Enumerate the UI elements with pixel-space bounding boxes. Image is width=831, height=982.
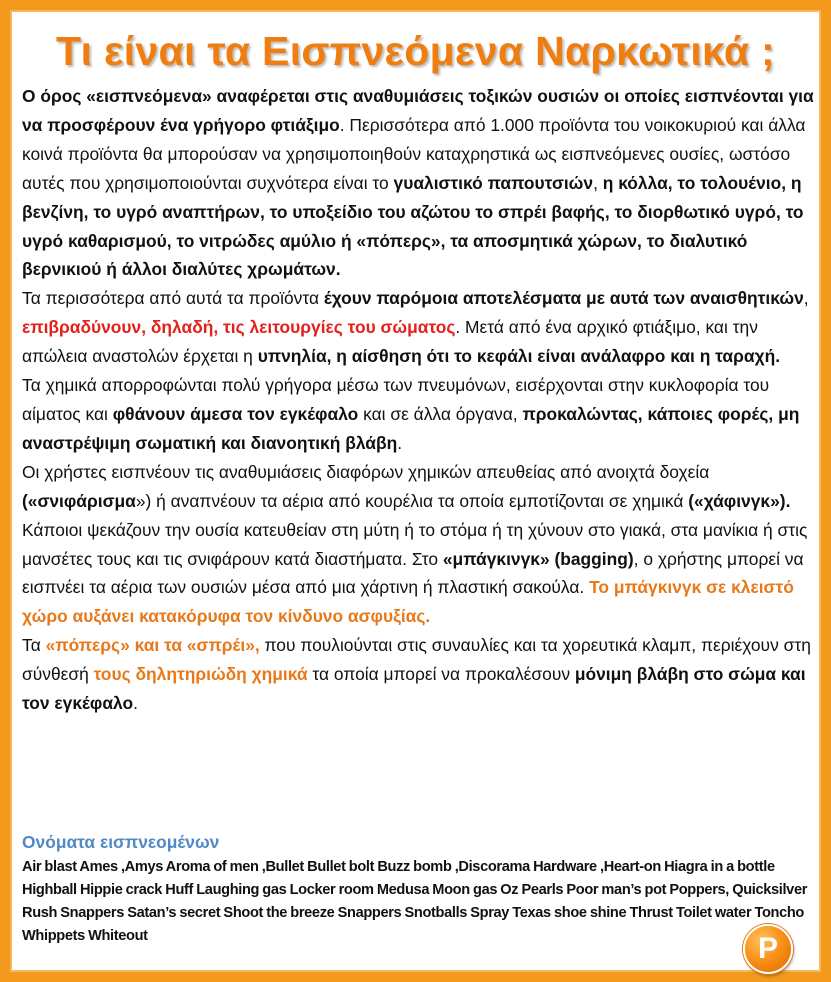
bold-text: η κόλλα, το τολουένιο, η βενζίνη, το υγρό αναπτήρων, το υποξείδιο του αζώτου το σπρέι βαφής, το διορθωτικό υγρό, το υγρό καθαρισμού, το νιτρώδες αμύλιο ή «πόπερς», τα αποσμητικά χώρων, το διαλυτικό βερνικιού ή άλλοι διαλύτες χρωμάτων.: [22, 172, 804, 280]
bold-text: Ο όρος «εισπνεόμενα» αναφέρεται στις αναθυμιάσεις τοξικών ουσιών οι οποίες εισπνέονται για να προσφέρουν ένα γρήγορο φτιάξιμο: [22, 86, 814, 135]
bold-text: υπνηλία, η αίσθηση ότι το κεφάλι είναι ανάλαφρο και η ταραχή.: [257, 346, 781, 367]
text: . Μετά από ένα αρχικό φτιάξιμο, και την απώλεια αναστολών έρχεται η: [22, 317, 758, 367]
text: Τα περισσότερα από αυτά τα προϊόντα: [22, 288, 324, 309]
text: , ο χρήστης μπορεί να εισπνέει τα αέρια των ουσιών μέσα από μια χάρτινη ή πλαστική σακούλα.: [22, 548, 804, 598]
bold-text: («σνιφάρισμα: [22, 490, 136, 511]
bold-text: προκαλώντας, κάποιες φορές, μη αναστρέψιμη σωματική και διανοητική βλάβη: [22, 403, 800, 453]
paragraph-definition: [22, 82, 818, 284]
logo-badge: [743, 924, 793, 974]
text: και σε άλλα όργανα,: [358, 403, 523, 424]
bold-text: έχουν παρόμοια αποτελέσματα με αυτά των αναισθητικών: [323, 288, 804, 309]
bold-text: «μπάγκινγκ» (bagging): [442, 548, 634, 569]
text: ,: [803, 288, 809, 309]
text: ,: [593, 172, 603, 193]
text: .: [133, 693, 138, 714]
text: . Περισσότερα από 1.000 προϊόντα του νοικοκυριού και άλλα κοινά προϊόντα θα μπορούσαν να χρησιμοποιηθούν καταχρηστικά ως εισπνεόμενες ουσίες, ωστόσο αυτές που χρησιμοποιούνται συχνότερα είναι το: [22, 114, 806, 193]
red-highlight-text: επιβραδύνουν, δηλαδή, τις λειτουργίες του σώματος: [22, 317, 456, 338]
paragraph-methods: [22, 458, 818, 631]
bold-text: γυαλιστικό παπουτσιών: [393, 172, 594, 193]
bold-text: μόνιμη βλάβη στο σώμα και τον εγκέφαλο: [22, 664, 806, 714]
orange-highlight-text: «πόπερς» και τα «σπρέι»,: [45, 635, 260, 656]
text: Οι χρήστες εισπνέουν τις αναθυμιάσεις διαφόρων χημικών απευθείας από ανοιχτά δοχεία: [22, 461, 710, 482]
paragraph-effects: [22, 284, 818, 371]
text: Τα: [22, 635, 46, 656]
text: Τα χημικά απορροφώνται πολύ γρήγορα μέσω των πνευμόνων, εισέρχονται στην κυκλοφορία του αίματος και: [22, 375, 770, 424]
text: που πουλιούνται στις συναυλίες και τα χορευτικά κλαμπ, περιέχουν στη σύνθεσή: [22, 635, 811, 685]
text: τα οποία μπορεί να προκαλέσουν: [307, 664, 575, 685]
page-title: Τι είναι τα Εισπνεόμενα Ναρκωτικά ;: [55, 28, 775, 74]
bold-text: («χάφινγκ»).: [688, 490, 791, 511]
text: .: [397, 432, 403, 453]
article-body: [22, 82, 818, 718]
paragraph-poppers: [22, 631, 818, 718]
text: ») ή αναπνέουν τα αέρια από κουρέλια τα οποία εμποτίζονται σε χημικά: [135, 490, 689, 511]
bold-text: φθάνουν άμεσα τον εγκέφαλο: [112, 403, 359, 424]
orange-highlight-text: τους δηλητηριώδη χημικά: [93, 664, 308, 685]
names-heading: Ονόματα εισπνεομένων: [22, 832, 220, 852]
orange-highlight-text: Το μπάγκινγκ σε κλειστό χώρο αυξάνει κατακόρυφα τον κίνδυνο ασφυξίας.: [22, 577, 794, 627]
text: Κάποιοι ψεκάζουν την ουσία κατευθείαν στη μύτη ή το στόμα ή τη χύνουν στο γιακά, στα μανίκια ή στις μανσέτες τους και τις σνιφάρουν κατά διαστήματα. Στο: [22, 519, 808, 569]
names-list: Air blast Ames ,Amys Aroma of men ,Bullet Bullet bolt Buzz bomb ,Discorama Hardware ,Heart-on Hiagra in a bottle Highball Hippie crack Huff Laughing gas Locker room Medusa Moon gas Oz Pearls Poor man’s pot Poppers, Quicksilver Rush Snappers Satan’s secret Shoot the breeze Snappers Snotballs Spray Texas shoe shine Thrust Toilet water Toncho Whippets Whiteout: [22, 859, 808, 944]
logo-letter: P: [757, 932, 778, 965]
paragraph-absorption: [22, 371, 818, 458]
